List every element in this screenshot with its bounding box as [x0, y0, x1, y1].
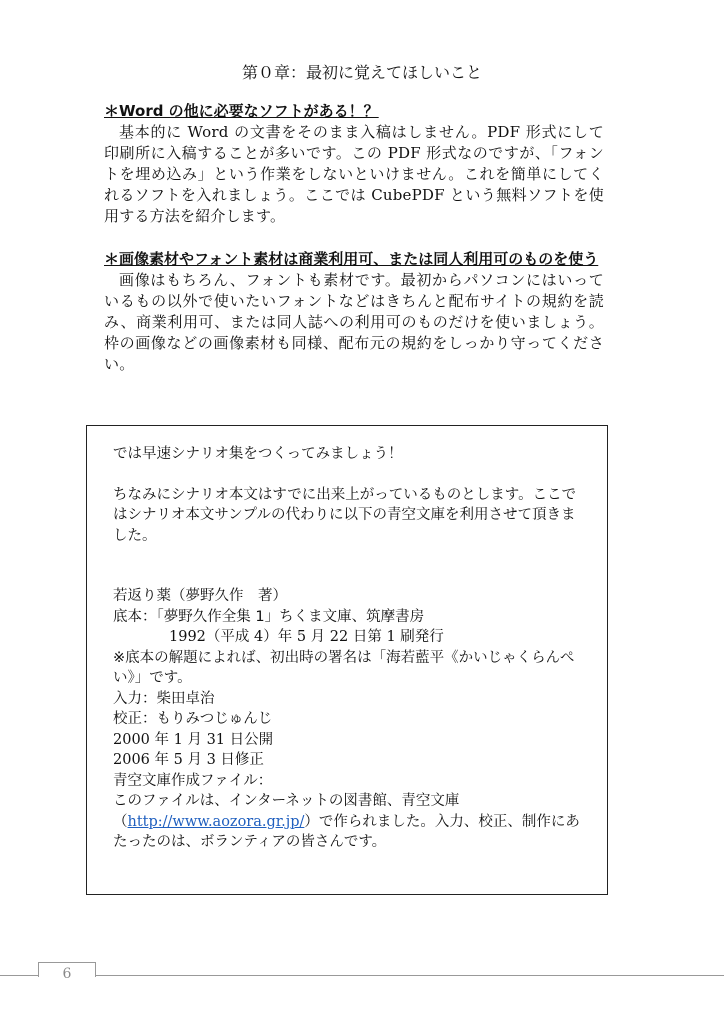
work-title: 若返り薬（夢野久作 著）: [113, 588, 287, 604]
aozora-link[interactable]: http://www.aozora.gr.jp/: [127, 813, 305, 830]
input-credit: 入力：柴田卓治: [113, 690, 215, 707]
page-number: 6: [62, 966, 72, 982]
creator-label: 青空文庫作成ファイル：: [113, 772, 273, 789]
section-required-software: [104, 100, 604, 227]
footer-rule: [0, 975, 724, 976]
sample-text-content: [113, 444, 589, 853]
section-body: 基本的に Word の文書をそのまま入稿はしません。PDF 形式にして印刷所に入稿することが多いです。この PDF 形式なのですが、「フォントを埋め込み」という作業をしないといけません。これを簡単にしてくれるソフトを入れましょう。ここでは CubePDF という無料ソフトを使用する方法を紹介します。: [104, 123, 604, 225]
source-note: ※底本の解題によれば、初出時の署名は「海若藍平《かいじゃくらんぺい》」です。: [113, 649, 575, 686]
published-date: 2000 年 1 月 31 日公開: [113, 731, 274, 748]
source-line: 底本：「夢野久作全集 1」ちくま文庫、筑摩書房: [113, 608, 425, 625]
credit-text-post: ）で作られました。入力、校正、制作にあたったのは、ボランティアの皆さんです。: [113, 813, 580, 850]
aozora-credit: [113, 791, 589, 853]
chapter-title: 第０章：最初に覚えてほしいこと: [241, 63, 482, 82]
box-note: ちなみにシナリオ本文はすでに出来上がっているものとします。ここではシナリオ本文サンプルの代わりに以下の青空文庫を利用させて頂きました。: [113, 486, 577, 544]
box-intro: では早速シナリオ集をつくってみましょう！: [113, 446, 403, 462]
section-asset-licensing: [104, 248, 604, 375]
section-body: 画像はもちろん、フォントも素材です。最初からパソコンにはいっているもの以外で使いたいフォントなどはきちんと配布サイトの規約を読み、商業利用可、または同人誌への利用可のものだけを使いましょう。枠の画像などの画像素材も同様、配布元の規約をしっかり守ってください。: [104, 271, 604, 373]
credit-text-pre: このファイルは、インターネットの図書館、青空文庫（: [113, 793, 460, 830]
sample-text-box: [86, 425, 608, 895]
source-date: 1992（平成 4）年 5 月 22 日第 1 刷発行: [169, 629, 444, 645]
proof-credit: 校正：もりみつじゅんじ: [113, 711, 273, 727]
section-heading: ＊Word の他に必要なソフトがある！？: [104, 102, 379, 120]
revised-date: 2006 年 5 月 3 日修正: [113, 752, 264, 768]
section-heading: ＊画像素材やフォント素材は商業利用可、または同人利用可のものを使う: [104, 250, 599, 268]
